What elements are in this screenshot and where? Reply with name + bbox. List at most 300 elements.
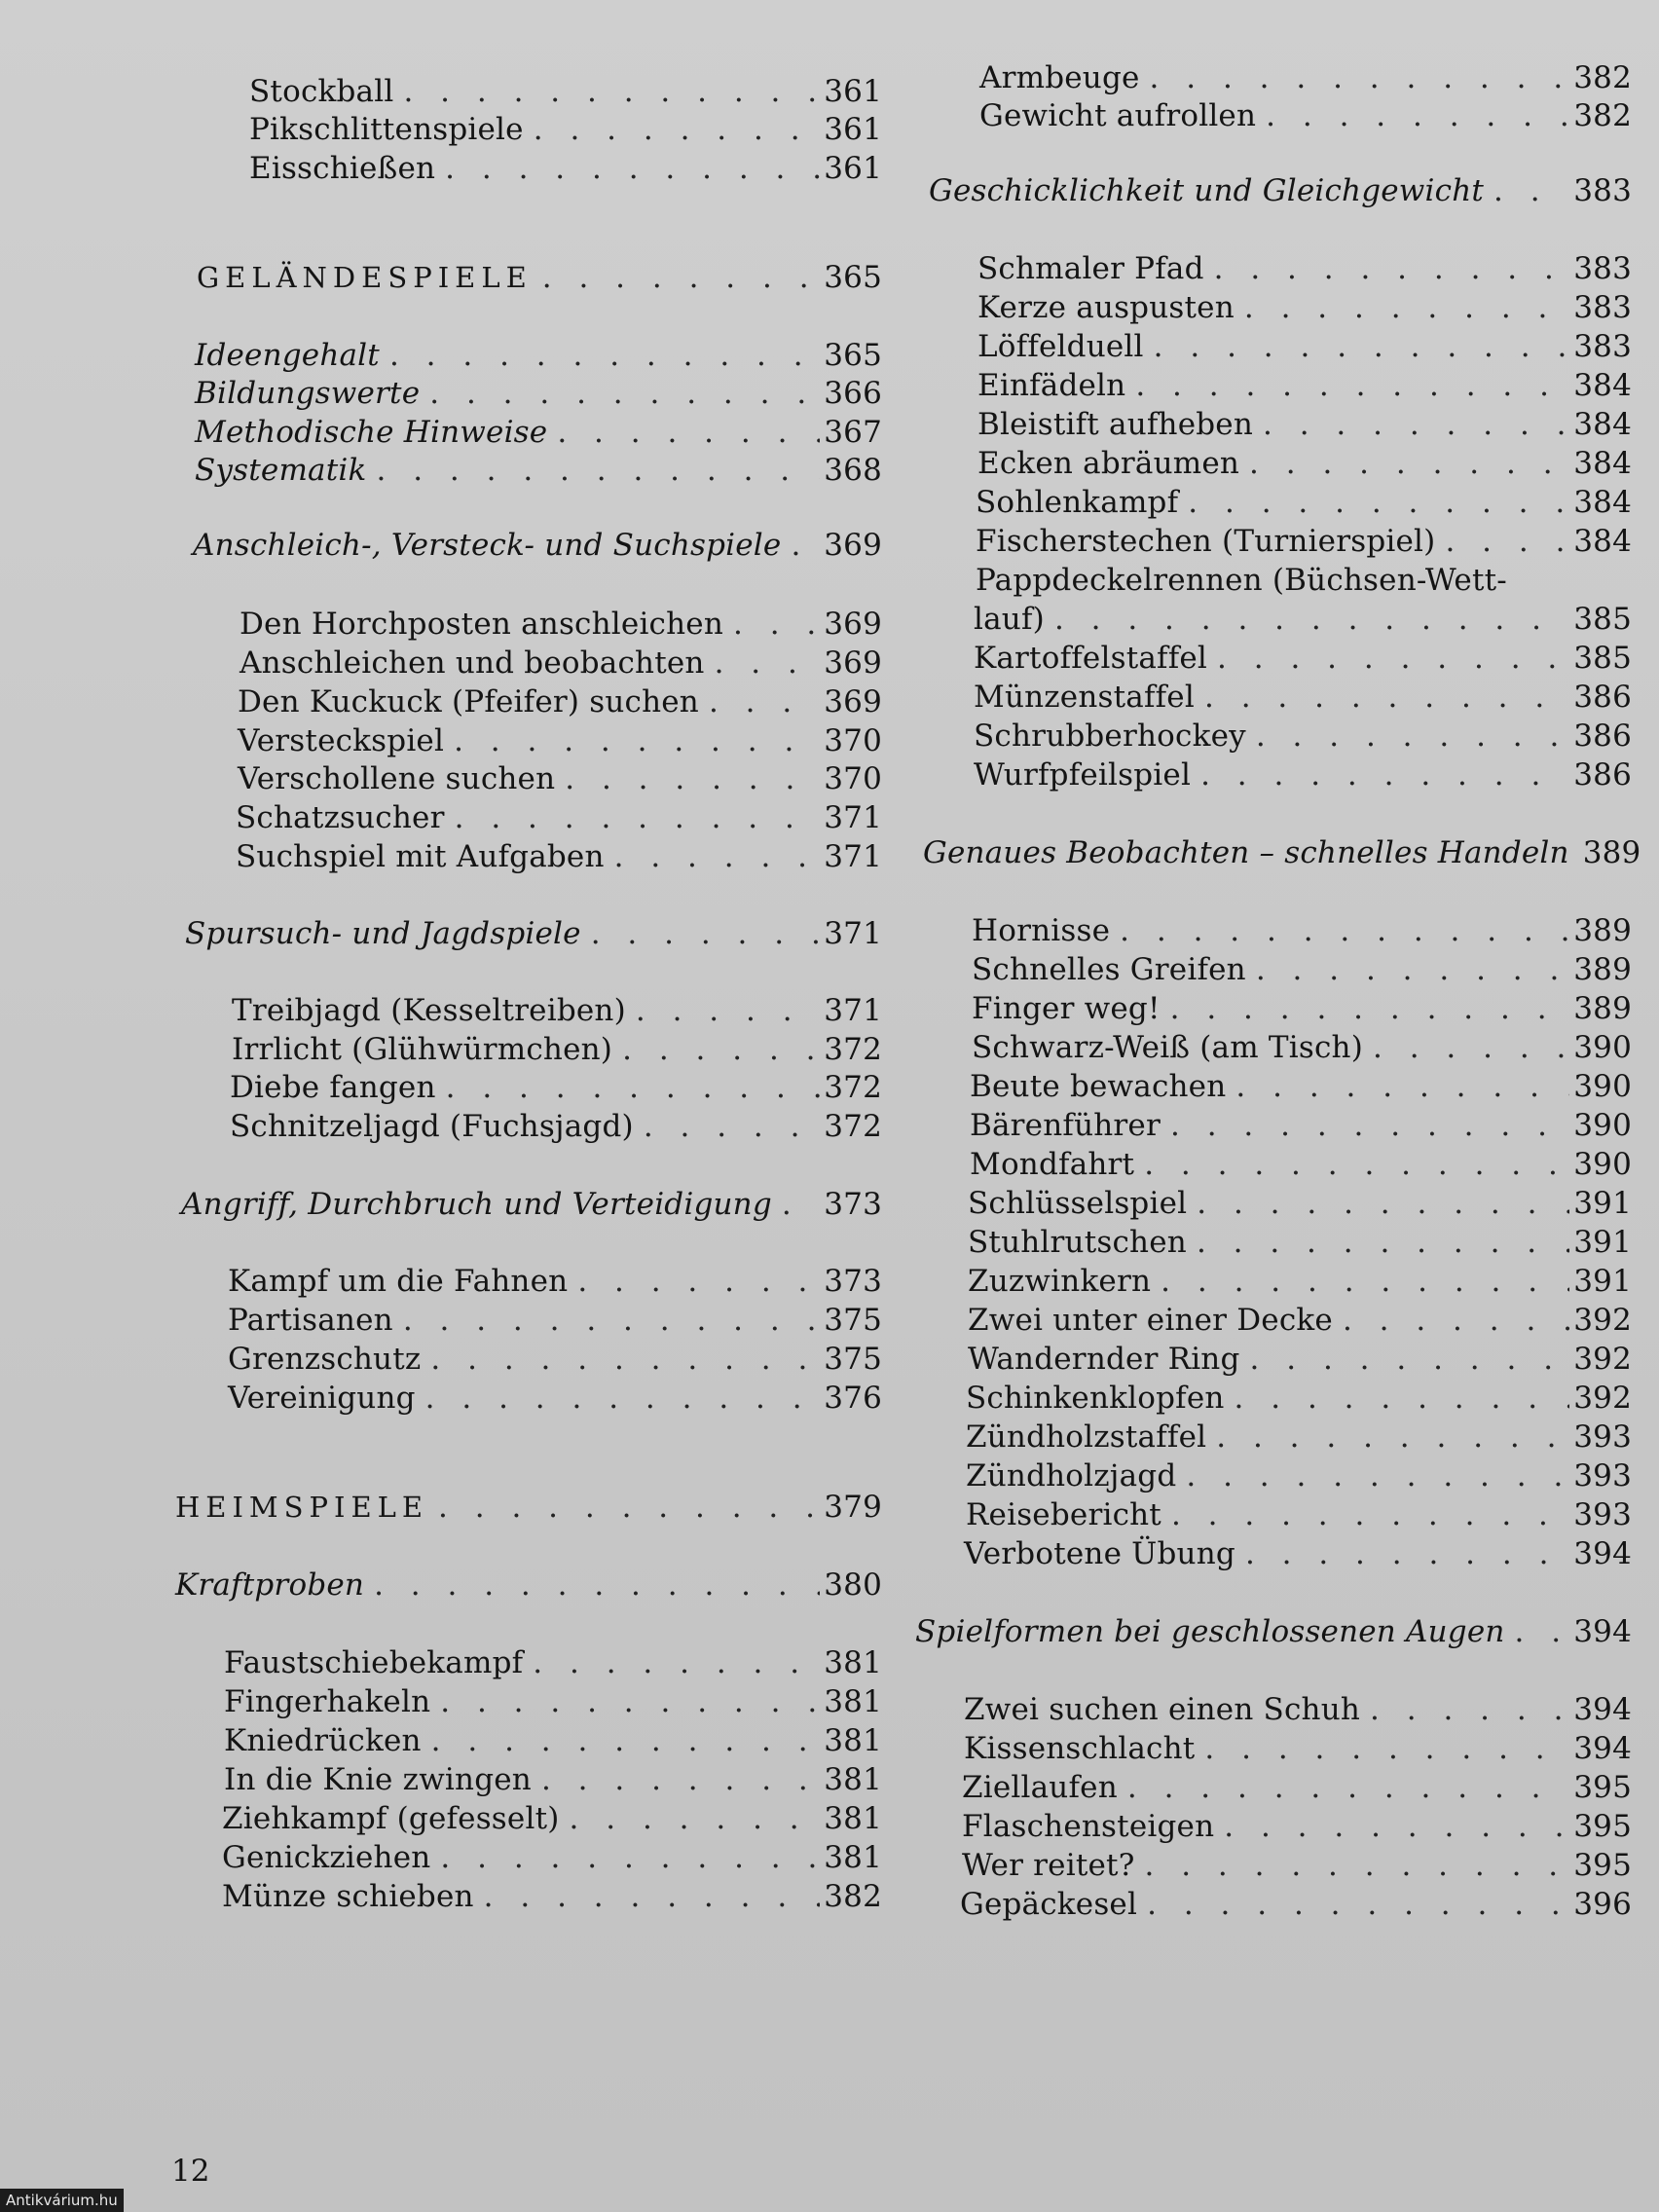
dot-leader <box>1161 1264 1569 1299</box>
toc-entry-page: 383 <box>1573 329 1632 364</box>
toc-entry-schwarz-weiss-am-tisch <box>972 1030 1632 1065</box>
toc-entry-page: 381 <box>824 1801 882 1836</box>
dot-leader <box>1256 719 1569 754</box>
toc-entry-page: 390 <box>1573 1030 1632 1065</box>
dot-leader <box>636 993 820 1028</box>
dot-leader <box>557 415 820 450</box>
toc-entry-wandernder-ring <box>968 1342 1632 1377</box>
dot-leader <box>715 645 821 681</box>
dot-leader <box>1235 1381 1570 1416</box>
dot-leader <box>431 1723 821 1758</box>
toc-entry-label: GELÄNDESPIELE <box>197 261 533 294</box>
dot-leader <box>1214 251 1570 286</box>
toc-entry-label: Genickziehen <box>222 1840 431 1875</box>
toc-entry-label: Reisebericht <box>966 1497 1161 1532</box>
toc-entry-genaues-beobachten-schnelles-handeln <box>923 835 1641 870</box>
toc-entry-label: Systematik <box>195 453 367 488</box>
toc-entry-muenze-schieben <box>222 1879 882 1914</box>
toc-entry-page: 383 <box>1573 173 1632 208</box>
dot-leader <box>541 1762 820 1797</box>
toc-entry-page: 376 <box>824 1381 882 1416</box>
toc-entry-page: 396 <box>1573 1887 1632 1922</box>
dot-leader <box>644 1109 820 1144</box>
toc-entry-geschicklichkeit-und-gleichgewicht <box>929 173 1632 208</box>
toc-entry-label: Gewicht aufrollen <box>979 98 1257 133</box>
toc-entry-schmaler-pfad <box>977 251 1632 286</box>
toc-entry-page: 382 <box>824 1879 882 1914</box>
toc-entry-label: Spursuch- und Jagdspiele <box>185 916 581 951</box>
toc-entry-gepaeckesel <box>960 1887 1632 1922</box>
dot-leader <box>1373 1030 1569 1065</box>
toc-entry-baerenfuehrer <box>970 1108 1632 1143</box>
dot-leader <box>1170 1108 1569 1143</box>
toc-entry-label: Beute bewachen <box>970 1069 1227 1104</box>
page-number: 12 <box>171 2154 210 2189</box>
toc-entry-label: Kissenschlacht <box>964 1731 1196 1766</box>
toc-entry-page: 395 <box>1573 1848 1632 1883</box>
toc-entry-label: Zwei unter einer Decke <box>968 1303 1333 1338</box>
toc-entry-anschleich-versteck-und-suchspiele <box>193 528 882 563</box>
toc-entry-label: In die Knie zwingen <box>224 1762 532 1797</box>
dot-leader <box>389 338 820 373</box>
toc-entry-label: Wurfpfeilspiel <box>974 757 1192 793</box>
dot-leader <box>1188 485 1569 520</box>
toc-entry-label: Suchspiel mit Aufgaben <box>236 839 605 874</box>
toc-entry-label: Schwarz-Weiß (am Tisch) <box>972 1030 1364 1065</box>
dot-leader <box>1197 1186 1569 1221</box>
dot-leader <box>403 1303 820 1338</box>
dot-leader <box>1186 1458 1569 1493</box>
dot-leader <box>440 1840 820 1875</box>
toc-entry-page: 394 <box>1573 1731 1632 1766</box>
toc-entry-spielformen-bei-geschlossenen-augen <box>915 1614 1632 1649</box>
toc-entry-ecken-abraeumen <box>977 446 1632 481</box>
toc-entry-heimspiele <box>175 1490 882 1525</box>
dot-leader <box>1256 952 1569 987</box>
toc-entry-page: 361 <box>824 151 882 186</box>
toc-entry-label: Diebe fangen <box>230 1070 436 1105</box>
toc-entry-wer-reitet <box>962 1848 1632 1883</box>
toc-entry-page: 394 <box>1573 1536 1632 1571</box>
toc-entry-page: 368 <box>824 453 882 488</box>
toc-entry-label: Ecken abräumen <box>977 446 1240 481</box>
toc-entry-spursuch-und-jagdspiele <box>185 916 882 951</box>
dot-leader <box>542 260 820 295</box>
dot-leader <box>430 1342 820 1377</box>
toc-entry-page: 385 <box>1573 602 1632 637</box>
toc-entry-page: 369 <box>824 528 882 563</box>
toc-entry-den-kuckuck-pfeifer-suchen <box>238 684 882 719</box>
toc-entry-label: Zuzwinkern <box>968 1264 1152 1299</box>
toc-entry-page: 386 <box>1573 719 1632 754</box>
dot-leader <box>1235 1069 1569 1104</box>
toc-entry-label: Schnitzeljagd (Fuchsjagd) <box>230 1109 634 1144</box>
toc-entry-page: 384 <box>1573 407 1632 442</box>
toc-entry-page: 383 <box>1573 290 1632 325</box>
dot-leader <box>1250 1342 1570 1377</box>
dot-leader <box>446 1070 821 1105</box>
toc-entry-page: 369 <box>824 684 882 719</box>
toc-entry-fingerhakeln <box>224 1684 882 1719</box>
toc-entry-schnitzeljagd-fuchsjagd <box>230 1109 882 1144</box>
toc-entry-page: 384 <box>1573 446 1632 481</box>
toc-entry-label: Irrlicht (Glühwürmchen) <box>232 1032 613 1067</box>
dot-leader <box>1263 407 1569 442</box>
toc-entry-page: 384 <box>1573 368 1632 403</box>
dot-leader <box>374 1567 820 1603</box>
toc-entry-label: Geschicklichkeit und Gleichgewicht <box>929 173 1485 208</box>
toc-entry-label: Partisanen <box>228 1303 393 1338</box>
toc-entry-page: 393 <box>1573 1497 1632 1532</box>
toc-entry-page: 386 <box>1573 757 1632 793</box>
toc-entry-suchspiel-mit-aufgaben <box>236 839 882 874</box>
toc-entry-page: 371 <box>824 993 882 1028</box>
toc-entry-page: 394 <box>1573 1692 1632 1727</box>
dot-leader <box>1249 446 1569 481</box>
toc-entry-label: Hornisse <box>972 913 1111 948</box>
dot-leader <box>1204 1731 1569 1766</box>
toc-entry-label: Vereinigung <box>228 1381 416 1416</box>
toc-entry-loeffelduell <box>977 329 1632 364</box>
toc-entry-zuendholzstaffel <box>966 1419 1632 1455</box>
toc-entry-page: 382 <box>1573 60 1632 95</box>
dot-leader <box>1144 1147 1569 1182</box>
dot-leader <box>1343 1303 1569 1338</box>
toc-entry-vereinigung <box>228 1381 882 1416</box>
dot-leader <box>429 376 820 411</box>
toc-entry-grenzschutz <box>228 1342 882 1377</box>
toc-entry-kissenschlacht <box>964 1731 1632 1766</box>
toc-entry-bleistift-aufheben <box>977 407 1632 442</box>
toc-entry-label: Schinkenklopfen <box>966 1381 1225 1416</box>
toc-entry-page: 380 <box>824 1567 882 1603</box>
dot-leader <box>1120 913 1569 948</box>
toc-entry-page: 370 <box>824 761 882 796</box>
toc-entry-zwei-suchen-einen-schuh <box>964 1692 1632 1727</box>
toc-entry-label: Verschollene suchen <box>238 761 556 796</box>
toc-entry-schluesselspiel <box>968 1186 1632 1221</box>
dot-leader <box>425 1381 821 1416</box>
dot-leader <box>455 800 821 835</box>
toc-entry-page: 392 <box>1573 1381 1632 1416</box>
toc-entry-page: 381 <box>824 1762 882 1797</box>
toc-entry-hornisse <box>972 913 1632 948</box>
dot-leader <box>622 1032 820 1067</box>
toc-entry-fischerstechen-turnierspiel <box>976 524 1632 559</box>
watermark: Antikvárium.hu <box>0 2189 124 2212</box>
toc-entry-page: 361 <box>824 112 882 147</box>
dot-leader <box>1244 290 1569 325</box>
toc-entry-page: 373 <box>824 1264 882 1299</box>
toc-entry-label: Zündholzjagd <box>966 1458 1177 1493</box>
toc-entry-kampf-um-die-fahnen <box>228 1264 882 1299</box>
toc-entry-ziellaufen <box>962 1770 1632 1805</box>
toc-entry-zuzwinkern <box>968 1264 1632 1299</box>
toc-entry-page: 365 <box>824 260 882 295</box>
toc-entry-bildungswerte <box>195 376 882 411</box>
toc-entry-label: Anschleichen und beobachten <box>240 645 705 681</box>
toc-entry-label: Schmaler Pfad <box>977 251 1204 286</box>
dot-leader <box>1515 1614 1570 1649</box>
toc-entry-systematik <box>195 453 882 488</box>
toc-entry-kniedruecken <box>224 1723 882 1758</box>
toc-entry-label: Den Kuckuck (Pfeifer) suchen <box>238 684 699 719</box>
dot-leader <box>454 723 820 758</box>
toc-entry-page: 389 <box>1573 952 1632 987</box>
toc-entry-den-horchposten-anschleichen <box>240 607 882 642</box>
toc-entry-label: Kniedrücken <box>224 1723 422 1758</box>
dot-leader <box>1217 641 1569 676</box>
toc-entry-label: Schatzsucher <box>236 800 445 835</box>
dot-leader <box>377 453 821 488</box>
dot-leader <box>403 74 820 109</box>
dot-leader <box>709 684 820 719</box>
toc-entry-page: 382 <box>1573 98 1632 133</box>
toc-entry-label: Stuhlrutschen <box>968 1225 1187 1260</box>
toc-entry-page: 395 <box>1573 1770 1632 1805</box>
dot-leader <box>438 1490 820 1525</box>
toc-entry-page: 371 <box>824 800 882 835</box>
toc-entry-kraftproben <box>175 1567 882 1603</box>
toc-entry-flaschensteigen <box>962 1809 1632 1844</box>
toc-entry-label: Stockball <box>249 74 394 109</box>
toc-entry-label: Bleistift aufheben <box>977 407 1254 442</box>
toc-entry-zwei-unter-einer-decke <box>968 1303 1632 1338</box>
dot-leader <box>1154 329 1570 364</box>
dot-leader <box>534 112 820 147</box>
dot-leader <box>1224 1809 1569 1844</box>
dot-leader <box>1216 1419 1569 1455</box>
dot-leader <box>1147 1887 1569 1922</box>
toc-entry-label: Schlüsselspiel <box>968 1186 1188 1221</box>
toc-entry-page: 381 <box>824 1723 882 1758</box>
toc-entry-label: Löffelduell <box>977 329 1144 364</box>
toc-entry-anschleichen-und-beobachten <box>240 645 882 681</box>
toc-entry-label: Pikschlittenspiele <box>249 112 524 147</box>
toc-entry-label: Kampf um die Fahnen <box>228 1264 569 1299</box>
dot-leader <box>1127 1770 1569 1805</box>
toc-entry-page: 391 <box>1573 1225 1632 1260</box>
toc-entry-page: 390 <box>1573 1108 1632 1143</box>
toc-entry-page: 373 <box>824 1187 882 1222</box>
toc-entry-label: Mondfahrt <box>970 1147 1135 1182</box>
dot-leader <box>1171 1497 1569 1532</box>
toc-entry-page: 386 <box>1573 680 1632 715</box>
toc-entry-stockball <box>249 74 882 109</box>
toc-entry-page: 371 <box>824 916 882 951</box>
toc-entry-armbeuge <box>979 60 1632 95</box>
toc-entry-label: Eisschießen <box>249 151 436 186</box>
toc-entry-label: Flaschensteigen <box>962 1809 1215 1844</box>
toc-entry-page: 370 <box>824 723 882 758</box>
toc-entry-label: Angriff, Durchbruch und Verteidigung <box>181 1187 772 1222</box>
toc-entry-verbotene-uebung <box>964 1536 1632 1571</box>
dot-leader <box>440 1684 820 1719</box>
toc-entry-schinkenklopfen <box>966 1381 1632 1416</box>
toc-entry-label: Fingerhakeln <box>224 1684 431 1719</box>
dot-leader <box>782 1187 820 1222</box>
dot-leader <box>1197 1225 1569 1260</box>
toc-entry-label: Einfädeln <box>977 368 1126 403</box>
toc-entry-label: Kerze auspusten <box>977 290 1235 325</box>
toc-entry-muenzenstaffel <box>974 680 1632 715</box>
toc-entry-partisanen <box>228 1303 882 1338</box>
dot-leader <box>1150 60 1570 95</box>
toc-entry-label: Bildungswerte <box>195 376 421 411</box>
toc-entry-einfaedeln <box>977 368 1632 403</box>
toc-entry-page: 381 <box>824 1645 882 1680</box>
toc-entry-page: 393 <box>1573 1458 1632 1493</box>
toc-entry-pappdeckelrennen-buechsen-wett <box>976 563 1632 598</box>
toc-entry-label: Treibjagd (Kesseltreiben) <box>232 993 626 1028</box>
toc-entry-page: 381 <box>824 1840 882 1875</box>
toc-entry-pikschlittenspiele <box>249 112 882 147</box>
toc-entry-label: HEIMSPIELE <box>175 1491 429 1524</box>
toc-entry-page: 372 <box>824 1032 882 1067</box>
dot-leader <box>1445 524 1569 559</box>
toc-entry-schrubberhockey <box>974 719 1632 754</box>
dot-leader <box>533 1645 820 1680</box>
toc-entry-label: Zwei suchen einen Schuh <box>964 1692 1361 1727</box>
dot-leader <box>484 1879 821 1914</box>
toc-entry-page: 369 <box>824 645 882 681</box>
toc-entry-label: Methodische Hinweise <box>195 415 548 450</box>
dot-leader <box>1145 1848 1570 1883</box>
toc-entry-label: Grenzschutz <box>228 1342 422 1377</box>
toc-entry-label: Verbotene Übung <box>964 1536 1235 1571</box>
toc-entry-label: Wandernder Ring <box>968 1342 1240 1377</box>
dot-leader <box>614 839 821 874</box>
toc-entry-versteckspiel <box>238 723 882 758</box>
toc-entry-page: 375 <box>824 1303 882 1338</box>
toc-entry-page: 361 <box>824 74 882 109</box>
toc-entry-label: Wer reitet? <box>962 1848 1135 1883</box>
toc-entry-gewicht-aufrollen <box>979 98 1632 133</box>
toc-entry-label: Münzenstaffel <box>974 680 1195 715</box>
toc-entry-label: Armbeuge <box>979 60 1140 95</box>
toc-entry-label: Kraftproben <box>175 1567 365 1603</box>
toc-entry-page: 369 <box>824 607 882 642</box>
toc-entry-page: 384 <box>1573 485 1632 520</box>
toc-entry-label: Bärenführer <box>970 1108 1161 1143</box>
toc-entry-page: 384 <box>1573 524 1632 559</box>
toc-entry-schnelles-greifen <box>972 952 1632 987</box>
toc-entry-page: 367 <box>824 415 882 450</box>
toc-entry-label: Finger weg! <box>972 991 1161 1026</box>
dot-leader <box>565 761 820 796</box>
toc-entry-label: Ziehkampf (gefesselt) <box>222 1801 560 1836</box>
toc-entry-page: 379 <box>824 1490 882 1525</box>
dot-leader <box>1054 602 1569 637</box>
toc-entry-label: Schnelles Greifen <box>972 952 1246 987</box>
toc-entry-label: Fischerstechen (Turnierspiel) <box>976 524 1436 559</box>
toc-entry-sohlenkampf <box>976 485 1632 520</box>
toc-entry-reisebericht <box>966 1497 1632 1532</box>
toc-entry-label: Zündholzstaffel <box>966 1419 1207 1455</box>
toc-entry-zuendholzjagd <box>966 1458 1632 1493</box>
toc-entry-ideengehalt <box>195 338 882 373</box>
dot-leader <box>1245 1536 1569 1571</box>
toc-entry-page: 392 <box>1573 1342 1632 1377</box>
toc-entry-ziehkampf-gefesselt <box>222 1801 882 1836</box>
toc-entry-label: Münze schieben <box>222 1879 474 1914</box>
toc-entry-genickziehen <box>222 1840 882 1875</box>
dot-leader <box>1493 173 1569 208</box>
toc-entry-in-die-knie-zwingen <box>224 1762 882 1797</box>
toc-entry-page: 395 <box>1573 1809 1632 1844</box>
toc-entry-stuhlrutschen <box>968 1225 1632 1260</box>
toc-entry-label: lauf) <box>974 602 1045 637</box>
toc-entry-page: 392 <box>1573 1303 1632 1338</box>
toc-entry-lauf <box>974 602 1632 637</box>
dot-leader <box>577 1264 820 1299</box>
toc-entry-label: Ideengehalt <box>195 338 380 373</box>
toc-entry-label: Spielformen bei geschlossenen Augen <box>915 1614 1505 1649</box>
toc-entry-page: 365 <box>824 338 882 373</box>
toc-entry-eisschiessen <box>249 151 882 186</box>
toc-entry-page: 390 <box>1573 1147 1632 1182</box>
toc-entry-label: Genaues Beobachten – schnelles Handeln <box>923 835 1569 870</box>
toc-entry-finger-weg <box>972 991 1632 1026</box>
dot-leader <box>1204 680 1569 715</box>
toc-entry-irrlicht-gluehwuermchen <box>232 1032 882 1067</box>
toc-entry-page: 372 <box>824 1070 882 1105</box>
toc-entry-page: 389 <box>1573 991 1632 1026</box>
toc-entry-methodische-hinweise <box>195 415 882 450</box>
toc-entry-verschollene-suchen <box>238 761 882 796</box>
toc-entry-label: Sohlenkampf <box>976 485 1179 520</box>
dot-leader <box>1200 757 1569 793</box>
dot-leader <box>570 1801 821 1836</box>
toc-entry-diebe-fangen <box>230 1070 882 1105</box>
toc-entry-label: Anschleich-, Versteck- und Suchspiele <box>193 528 782 563</box>
toc-entry-label: Faustschiebekampf <box>224 1645 524 1680</box>
toc-entry-label: Den Horchposten anschleichen <box>240 607 723 642</box>
dot-leader <box>1170 991 1570 1026</box>
toc-entry-gelaendespiele <box>197 260 882 295</box>
toc-entry-page: 375 <box>824 1342 882 1377</box>
toc-entry-angriff-durchbruch-und-verteidigung <box>181 1187 882 1222</box>
toc-entry-page: 385 <box>1573 641 1632 676</box>
dot-leader <box>1266 98 1569 133</box>
dot-leader <box>791 528 820 563</box>
toc-entry-label: Ziellaufen <box>962 1770 1118 1805</box>
dot-leader <box>1135 368 1569 403</box>
toc-entry-page: 381 <box>824 1684 882 1719</box>
toc-entry-schatzsucher <box>236 800 882 835</box>
toc-entry-page: 393 <box>1573 1419 1632 1455</box>
toc-entry-label: Versteckspiel <box>238 723 445 758</box>
toc-entry-page: 391 <box>1573 1264 1632 1299</box>
toc-entry-label: Pappdeckelrennen (Büchsen-Wett- <box>976 563 1507 598</box>
toc-entry-page: 390 <box>1573 1069 1632 1104</box>
toc-entry-beute-bewachen <box>970 1069 1632 1104</box>
toc-entry-label: Schrubberhockey <box>974 719 1246 754</box>
toc-entry-page: 389 <box>1582 835 1641 870</box>
dot-leader <box>733 607 820 642</box>
toc-entry-page: 371 <box>824 839 882 874</box>
toc-entry-treibjagd-kesseltreiben <box>232 993 882 1028</box>
dot-leader <box>445 151 820 186</box>
toc-entry-kartoffelstaffel <box>974 641 1632 676</box>
toc-entry-page: 391 <box>1573 1186 1632 1221</box>
toc-entry-label: Kartoffelstaffel <box>974 641 1208 676</box>
dot-leader <box>591 916 821 951</box>
toc-entry-page: 372 <box>824 1109 882 1144</box>
toc-entry-page: 394 <box>1573 1614 1632 1649</box>
toc-entry-kerze-auspusten <box>977 290 1632 325</box>
toc-entry-wurfpfeilspiel <box>974 757 1632 793</box>
